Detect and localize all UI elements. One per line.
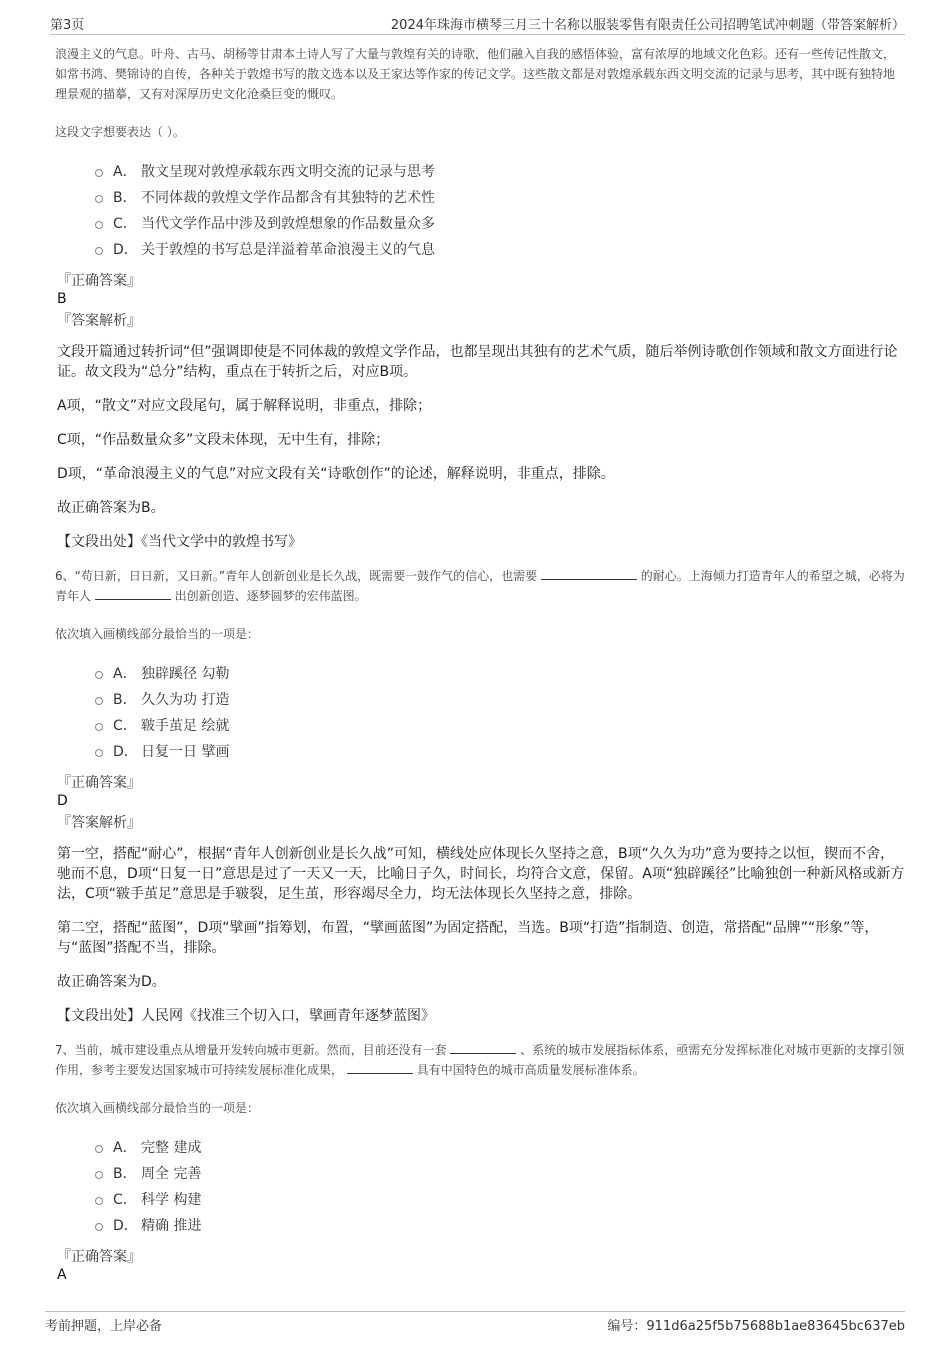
fill-blank: [450, 1041, 516, 1054]
option-c[interactable]: [95, 712, 905, 738]
document-title: 2024年珠海市横琴三月三十名称以服装零售有限责任公司招聘笔试冲刺题（带答案解析）: [390, 18, 905, 33]
option-c[interactable]: [95, 1186, 905, 1212]
question-instruction: 依次填入画横线部分最恰当的一项是：: [55, 627, 260, 641]
option-text: 日复一日 擘画: [141, 744, 230, 760]
question-prompt: 这段文字想要表达（ ）。: [55, 125, 185, 139]
option-list: [95, 660, 905, 764]
option-list: [95, 1134, 905, 1238]
radio-icon[interactable]: [95, 1171, 103, 1179]
analysis-paragraph: 故正确答案为D。: [57, 974, 166, 990]
fill-blank: [541, 567, 637, 580]
radio-icon[interactable]: [95, 195, 103, 203]
page-footer: [45, 1311, 905, 1334]
answer-value: A: [57, 1267, 67, 1283]
option-a[interactable]: [95, 158, 905, 184]
analysis-label: 『答案解析』: [57, 815, 141, 831]
analysis-paragraph: A项，“散文”对应文段尾句，属于解释说明，非重点，排除；: [57, 398, 432, 414]
option-text: 不同体裁的敦煌文学作品都含有其独特的艺术性: [141, 190, 435, 206]
option-c[interactable]: [95, 210, 905, 236]
option-text: 散文呈现对敦煌承载东西文明交流的记录与思考: [141, 164, 435, 180]
option-text: 皲手茧足 绘就: [141, 718, 230, 734]
analysis-paragraph: C项，“作品数量众多”文段未体现，无中生有，排除；: [57, 432, 390, 448]
option-text: 久久为功 打造: [141, 692, 230, 708]
option-letter: D．: [113, 744, 138, 760]
option-d[interactable]: [95, 1212, 905, 1238]
radio-icon[interactable]: [95, 723, 103, 731]
answer-label: 『正确答案』: [57, 273, 141, 289]
option-text: 周全 完善: [141, 1166, 202, 1182]
option-text: 完整 建成: [141, 1140, 202, 1156]
stem-text: 7、当前，城市建设重点从增量开发转向城市更新。然而，目前还没有一套: [55, 1043, 447, 1057]
radio-icon[interactable]: [95, 1223, 103, 1231]
option-b[interactable]: [95, 686, 905, 712]
answer-label: 『正确答案』: [57, 775, 141, 791]
page-header: [50, 14, 905, 35]
radio-icon[interactable]: [95, 169, 103, 177]
option-text: 精确 推进: [141, 1218, 202, 1234]
analysis-paragraph: 第二空，搭配“蓝图”，D项“擘画”指筹划，布置，“擘画蓝图”为固定搭配，当选。B项“打造”指制造、创造，常搭配“品牌”“形象”等，与“蓝图”搭配不当，排除。: [57, 920, 879, 956]
footer-slogan: 考前押题，上岸必备: [45, 1319, 163, 1334]
option-text: 当代文学作品中涉及到敦煌想象的作品数量众多: [141, 216, 435, 232]
option-letter: A．: [113, 666, 137, 682]
stem-text: 、系统的城市发展指标体系，亟需充分发挥标准化对城市更新的支撑引领作用，参考主要发达国家城市可持续发展标准化成果，: [55, 1043, 905, 1077]
option-letter: D．: [113, 1218, 138, 1234]
option-text: 科学 构建: [141, 1192, 202, 1208]
fill-blank: [95, 587, 171, 600]
option-letter: B．: [113, 190, 137, 206]
answer-value: B: [57, 291, 67, 307]
option-letter: B．: [113, 692, 137, 708]
question-instruction: 依次填入画横线部分最恰当的一项是：: [55, 1101, 260, 1115]
answer-value: D: [57, 793, 68, 809]
stem-text: 6、“苟日新，日日新，又日新。”青年人创新创业是长久战，既需要一鼓作气的信心，也需要: [55, 569, 538, 583]
analysis-paragraph: 故正确答案为B。: [57, 500, 165, 516]
stem-text: 出创新创造、逐梦圆梦的宏伟蓝图。: [174, 589, 367, 603]
radio-icon[interactable]: [95, 221, 103, 229]
option-letter: A．: [113, 164, 137, 180]
fill-blank: [347, 1061, 413, 1074]
option-a[interactable]: [95, 1134, 905, 1160]
option-b[interactable]: [95, 184, 905, 210]
analysis-paragraph: 第一空，搭配“耐心”，根据“青年人创新创业是长久战”可知，横线处应体现长久坚持之意，B项“久久为功”意为要持之以恒，锲而不舍，驰而不息，D项“日复一日”意思是过了一天又一天，比喻日子久，时间长，均符合文意，保留。A项“独辟蹊径”比喻独创一种新风格或新方法，C项“皲手茧足”意思是手皲裂，足生茧，形容竭尽全力，均无法体现长久坚持之意，排除。: [57, 846, 905, 902]
document-serial: 编号：911d6a25f5b75688b1ae83645bc637eb: [607, 1319, 905, 1334]
passage-text: 浪漫主义的气息。叶舟、古马、胡杨等甘肃本土诗人写了大量与敦煌有关的诗歌，他们融入自我的感悟体验，富有浓厚的地域文化色彩。还有一些传记性散文，如常书鸿、樊锦诗的自传，各种关于敦煌书写的散文选本以及王家达等作家的传记文学。这些散文都是对敦煌承载东西文明交流的记录与思考，其中既有独特地理景观的描摹，又有对深厚历史文化沧桑巨变的慨叹。: [55, 47, 896, 101]
option-d[interactable]: [95, 738, 905, 764]
option-text: 关于敦煌的书写总是洋溢着革命浪漫主义的气息: [141, 242, 435, 258]
option-list: [95, 158, 905, 262]
source-citation: 【文段出处】《当代文学中的敦煌书写》: [57, 534, 302, 550]
stem-text: 的耐心。上海倾力打造青年人的希望之城，必将为青年人: [55, 569, 905, 603]
question-7-stem: [55, 1040, 905, 1080]
option-a[interactable]: [95, 660, 905, 686]
option-letter: D．: [113, 242, 138, 258]
analysis-paragraph: D项，“革命浪漫主义的气息”对应文段有关“诗歌创作”的论述，解释说明，非重点，排除。: [57, 466, 615, 482]
radio-icon[interactable]: [95, 749, 103, 757]
option-d[interactable]: [95, 236, 905, 262]
stem-text: 具有中国特色的城市高质量发展标准体系。: [416, 1063, 645, 1077]
option-letter: C．: [113, 718, 137, 734]
radio-icon[interactable]: [95, 247, 103, 255]
option-letter: B．: [113, 1166, 137, 1182]
option-b[interactable]: [95, 1160, 905, 1186]
document-body: [55, 44, 905, 1284]
radio-icon[interactable]: [95, 1145, 103, 1153]
page-number: 第3页: [50, 18, 85, 33]
option-letter: A．: [113, 1140, 137, 1156]
question-6-stem: [55, 566, 905, 606]
option-letter: C．: [113, 216, 137, 232]
radio-icon[interactable]: [95, 697, 103, 705]
source-citation: 【文段出处】人民网《找准三个切入口，擘画青年逐梦蓝图》: [57, 1008, 435, 1024]
analysis-paragraph: 文段开篇通过转折词“但”强调即使是不同体裁的敦煌文学作品，也都呈现出其独有的艺术气质，随后举例诗歌创作领域和散文方面进行论证。故文段为“总分”结构，重点在于转折之后，对应B项。: [57, 344, 898, 380]
option-letter: C．: [113, 1192, 137, 1208]
analysis-label: 『答案解析』: [57, 313, 141, 329]
answer-label: 『正确答案』: [57, 1249, 141, 1265]
radio-icon[interactable]: [95, 671, 103, 679]
option-text: 独辟蹊径 勾勒: [141, 666, 230, 682]
radio-icon[interactable]: [95, 1197, 103, 1205]
